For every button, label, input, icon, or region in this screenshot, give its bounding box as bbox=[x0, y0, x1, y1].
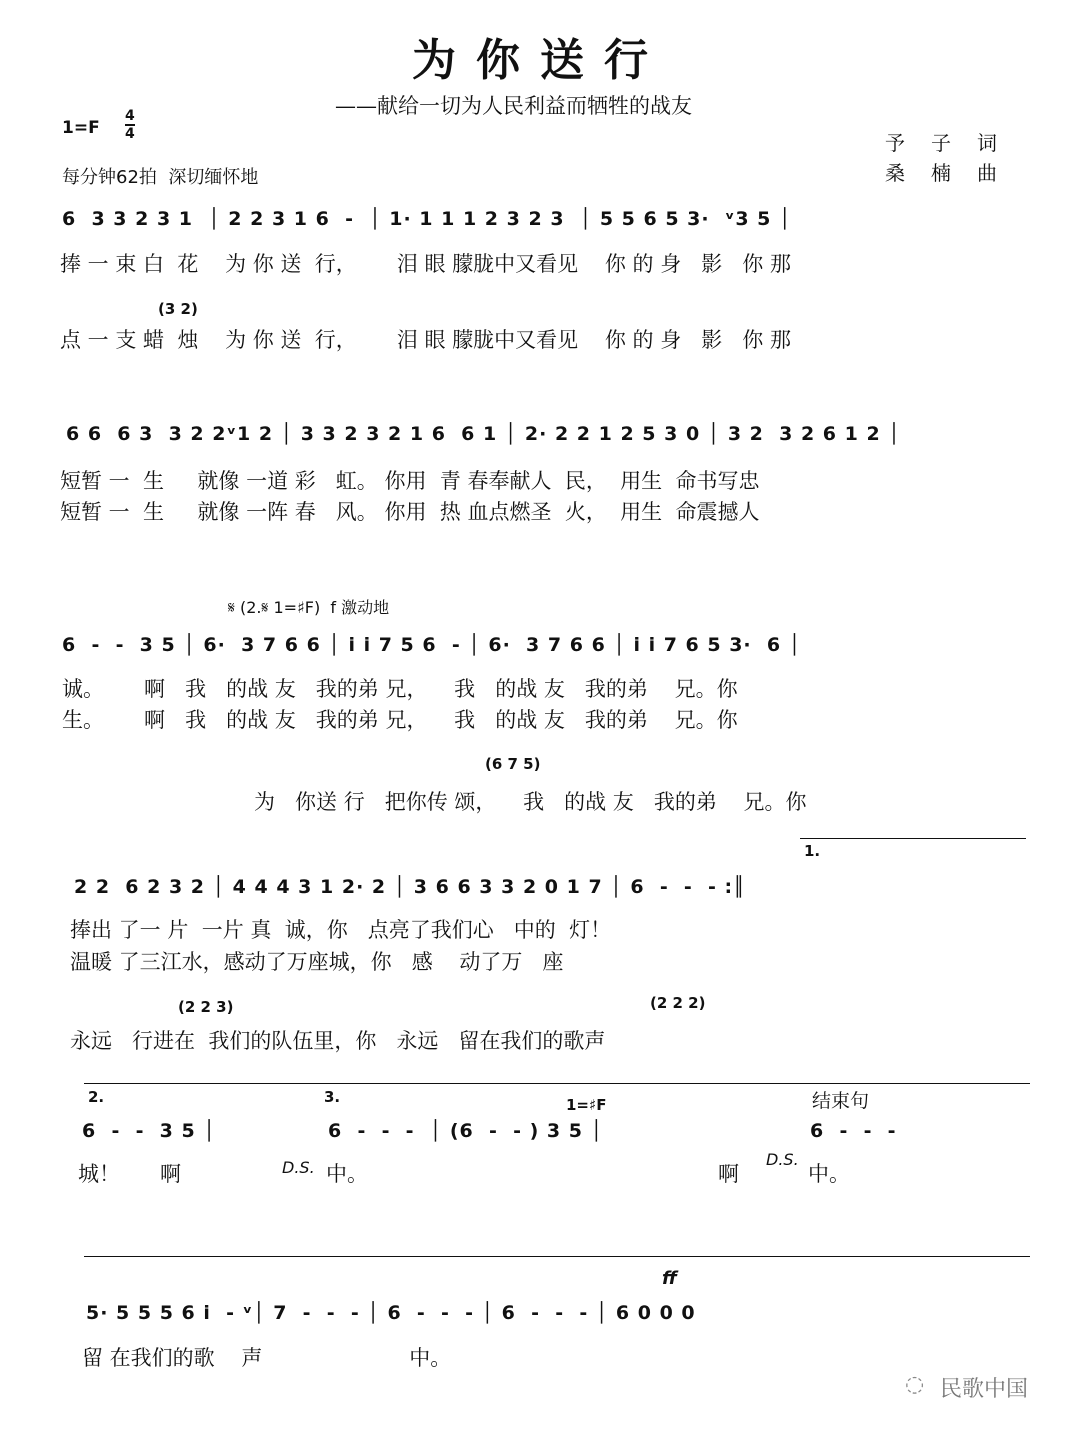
song-subtitle: ——献给一切为人民利益而牺牲的战友 bbox=[335, 94, 692, 118]
system-2-lyric-verse-1: 短暂 一 生 就像 一道 彩 虹。 你用 青 春奉献人 民， 用生 命书写忠 bbox=[60, 469, 760, 493]
segno-key-change-marking: 𝄋 (2.𝄋 1=♯F) f 激动地 bbox=[228, 598, 390, 617]
system-2-notes: 6 6 6 3 3 2 2ᵛ1 2 │ 3 3 2 3 2 1 6 6 1 │ 2· 2 2 1 2 5 3 0 │ 3 2 3 2 6 1 2 │ bbox=[66, 423, 901, 445]
system-3-lyric-verse-2: 生。 啊 我 的战 友 我的弟 兄， 我 的战 友 我的弟 兄。你 bbox=[62, 708, 738, 732]
time-signature bbox=[125, 108, 135, 142]
system-5-notes-volta-3: 6 - - - │ (6 - - ) 3 5 │ bbox=[328, 1120, 604, 1142]
system-6-notes: 5· 5 5 5 6 i - ᵛ│ 7 - - - │ 6 - - - │ 6 - - - │ 6 0 0 0 bbox=[86, 1302, 696, 1324]
ending-staff-line bbox=[84, 1256, 1030, 1257]
time-signature-bottom: 4 bbox=[125, 126, 135, 142]
volta-3-label: 3. bbox=[324, 1088, 341, 1106]
tempo-marking: 每分钟62拍 深切缅怀地 bbox=[62, 167, 259, 188]
system-1-variant-notes: (3 2) bbox=[158, 300, 198, 318]
system-5-lyric-volta-2-end: 中。 bbox=[326, 1162, 368, 1186]
song-title: 为你送行 bbox=[412, 35, 668, 86]
volta-brackets-line bbox=[84, 1083, 1030, 1084]
system-3-lyric-verse-1: 诚。 啊 我 的战 友 我的弟 兄， 我 的战 友 我的弟 兄。你 bbox=[62, 677, 738, 701]
system-5-lyric-volta-2: 城！ 啊 bbox=[78, 1162, 182, 1186]
chat-bubble-icon: ◌ bbox=[905, 1372, 925, 1397]
time-signature-top: 4 bbox=[125, 108, 135, 124]
system-4-lyric-verse-1: 捧出 了一 片 一片 真 诚，你 点亮了我们心 中的 灯！ bbox=[70, 918, 612, 942]
system-4-notes: 2 2 6 2 3 2 │ 4 4 4 3 1 2· 2 │ 3 6 6 3 3 2 0 1 7 │ 6 - - - :║ bbox=[74, 876, 746, 898]
system-1-lyric-verse-1: 捧 一 束 白 花 为 你 送 行， 泪 眼 朦胧中又看见 你 的 身 影 你 那 bbox=[60, 252, 791, 276]
watermark-text: 民歌中国 bbox=[940, 1377, 1029, 1402]
system-5-lyric-volta-3: 啊 bbox=[718, 1162, 739, 1186]
system-4-lyric-verse-2: 温暖 了三江水，感动了万座城，你 感 动了万 座 bbox=[70, 950, 564, 974]
volta-1-label: 1. bbox=[804, 842, 821, 860]
system-5-lyric-volta-3-end: 中。 bbox=[808, 1162, 850, 1186]
system-4-variant-notes-b: (2 2 2) bbox=[650, 994, 706, 1012]
lyricist-credit: 予子词 bbox=[885, 131, 1023, 155]
system-5-notes-volta-2: 6 - - 3 5 │ bbox=[82, 1120, 216, 1142]
key-signature: 1=F bbox=[62, 118, 100, 138]
system-4-lyric-verse-3: 永远 行进在 我们的队伍里，你 永远 留在我们的歌声 bbox=[70, 1029, 606, 1053]
fortissimo-marking: ff bbox=[662, 1268, 677, 1289]
system-3-variant-notes: (6 7 5) bbox=[485, 755, 541, 773]
volta-2-label: 2. bbox=[88, 1088, 105, 1106]
ds-marking-2: D.S. bbox=[766, 1150, 799, 1169]
system-4-variant-notes-a: (2 2 3) bbox=[178, 998, 234, 1016]
system-6-lyric: 留 在我们的歌 声 中。 bbox=[82, 1346, 452, 1370]
key-change-sharp-f: 1=♯F bbox=[566, 1096, 607, 1114]
system-3-notes: 6 - - 3 5 │ 6· 3 7 6 6 │ i i 7 5 6 - │ 6· 3 7 6 6 │ i i 7 6 5 3· 6 │ bbox=[62, 634, 802, 656]
volta-1-bracket bbox=[800, 838, 1026, 839]
ending-phrase-label: 结束句 bbox=[812, 1090, 870, 1112]
system-3-lyric-verse-3: 为 你送 行 把你传 颂， 我 的战 友 我的弟 兄。你 bbox=[254, 790, 807, 814]
system-5-notes-ending: 6 - - - bbox=[810, 1120, 897, 1142]
system-2-lyric-verse-2: 短暂 一 生 就像 一阵 春 风。 你用 热 血点燃圣 火， 用生 命震撼人 bbox=[60, 500, 760, 524]
system-1-lyric-verse-2: 点 一 支 蜡 烛 为 你 送 行， 泪 眼 朦胧中又看见 你 的 身 影 你 那 bbox=[60, 328, 791, 352]
ds-marking-1: D.S. bbox=[282, 1158, 315, 1177]
system-1-notes: 6 3 3 2 3 1 │ 2 2 3 1 6 - │ 1· 1 1 1 2 3 2 3 │ 5 5 6 5 3· ᵛ3 5 │ bbox=[62, 208, 792, 230]
composer-credit: 桑楠曲 bbox=[885, 161, 1023, 185]
